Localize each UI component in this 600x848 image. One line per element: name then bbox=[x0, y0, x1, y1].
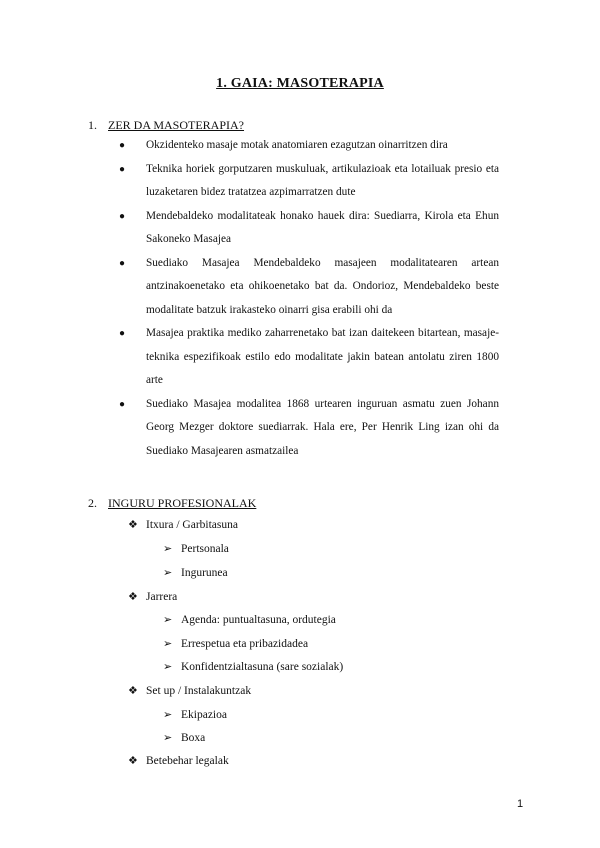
section-1-heading bbox=[88, 118, 244, 133]
bullet-icon: ● bbox=[119, 398, 126, 410]
list-item: ➢ Agenda: puntualtasuna, ordutegia bbox=[163, 614, 336, 626]
arrow-bullet-icon: ➢ bbox=[163, 567, 173, 579]
section-1-title: ZER DA MASOTERAPIA? bbox=[108, 118, 245, 132]
arrow-bullet-icon: ➢ bbox=[163, 638, 173, 650]
list-item: ● Masajea praktika mediko zaharrenetako bat izan daitekeen bitartean, masaje-teknika espezifikoak estilo edo modalitate jakin batean antolatu ziren 1800 arte bbox=[119, 322, 499, 393]
arrow-bullet-icon: ➢ bbox=[163, 732, 173, 744]
bullet-icon: ● bbox=[119, 328, 126, 339]
group-set-up: ❖ Set up / Instalakuntzak bbox=[128, 685, 252, 697]
list-item: ➢ Ingurunea bbox=[163, 567, 228, 579]
document-title: 1. GAIA: MASOTERAPIA bbox=[216, 76, 384, 91]
diamond-bullet-icon: ❖ bbox=[128, 685, 138, 697]
diamond-bullet-icon: ❖ bbox=[128, 591, 138, 603]
list-item: ➢ Boxa bbox=[163, 732, 206, 744]
page-number: 1 bbox=[517, 798, 524, 810]
bullet-icon: ● bbox=[119, 257, 126, 269]
list-item: ● Teknika horiek gorputzaren muskuluak, artikulazioak eta lotailuak presio eta luzaketaren bidez tratatzea azpimarratzen dute bbox=[119, 158, 499, 205]
diamond-bullet-icon: ❖ bbox=[128, 755, 138, 767]
group-jarrera: ❖ Jarrera bbox=[128, 591, 178, 603]
list-item: ● Okzidenteko masaje motak anatomiaren ezagutzan oinarritzen dira bbox=[119, 134, 499, 158]
group-betebehar-legalak: ❖ Betebehar legalak bbox=[128, 755, 229, 767]
list-item: ● Suediako Masajea modalitea 1868 urtearen inguruan asmatu zuen Johann Georg Mezger doktore suediarrak. Hala ere, Per Henrik Ling izan ohi da Suediako Masajearen asmatzailea bbox=[119, 393, 499, 464]
arrow-bullet-icon: ➢ bbox=[163, 614, 173, 626]
list-item: ● Mendebaldeko modalitateak honako hauek dira: Suediarra, Kirola eta Ehun Sakoneko Masajea bbox=[119, 205, 499, 252]
bullet-icon: ● bbox=[119, 210, 126, 222]
list-item: ➢ Pertsonala bbox=[163, 543, 229, 555]
diamond-bullet-icon: ❖ bbox=[128, 519, 138, 531]
list-item: ➢ Ekipazioa bbox=[163, 709, 227, 721]
arrow-bullet-icon: ➢ bbox=[163, 661, 173, 673]
section-2-heading bbox=[88, 496, 256, 511]
group-itxura: ❖ Itxura / Garbitasuna bbox=[128, 519, 238, 531]
section-1-number: 1. bbox=[88, 118, 97, 132]
list-item: ➢ Errespetua eta pribazidadea bbox=[163, 638, 309, 650]
list-item: ➢ Konfidentzialtasuna (sare sozialak) bbox=[163, 661, 344, 673]
section-2-title: INGURU PROFESIONALAK bbox=[108, 496, 257, 510]
list-item: ● Suediako Masajea Mendebaldeko masajeen modalitatearen artean antzinakoenetako eta ohikoenetako bat da. Ondorioz, Mendebaldeko beste modalitate batzuk irakasteko oinarri gisa erabili ohi da bbox=[119, 252, 499, 323]
arrow-bullet-icon: ➢ bbox=[163, 709, 173, 721]
bullet-icon: ● bbox=[119, 163, 126, 175]
arrow-bullet-icon: ➢ bbox=[163, 543, 173, 555]
section-2-number: 2. bbox=[88, 496, 97, 510]
bullet-icon: ● bbox=[119, 140, 126, 151]
section-1-bullet-list bbox=[119, 134, 499, 463]
